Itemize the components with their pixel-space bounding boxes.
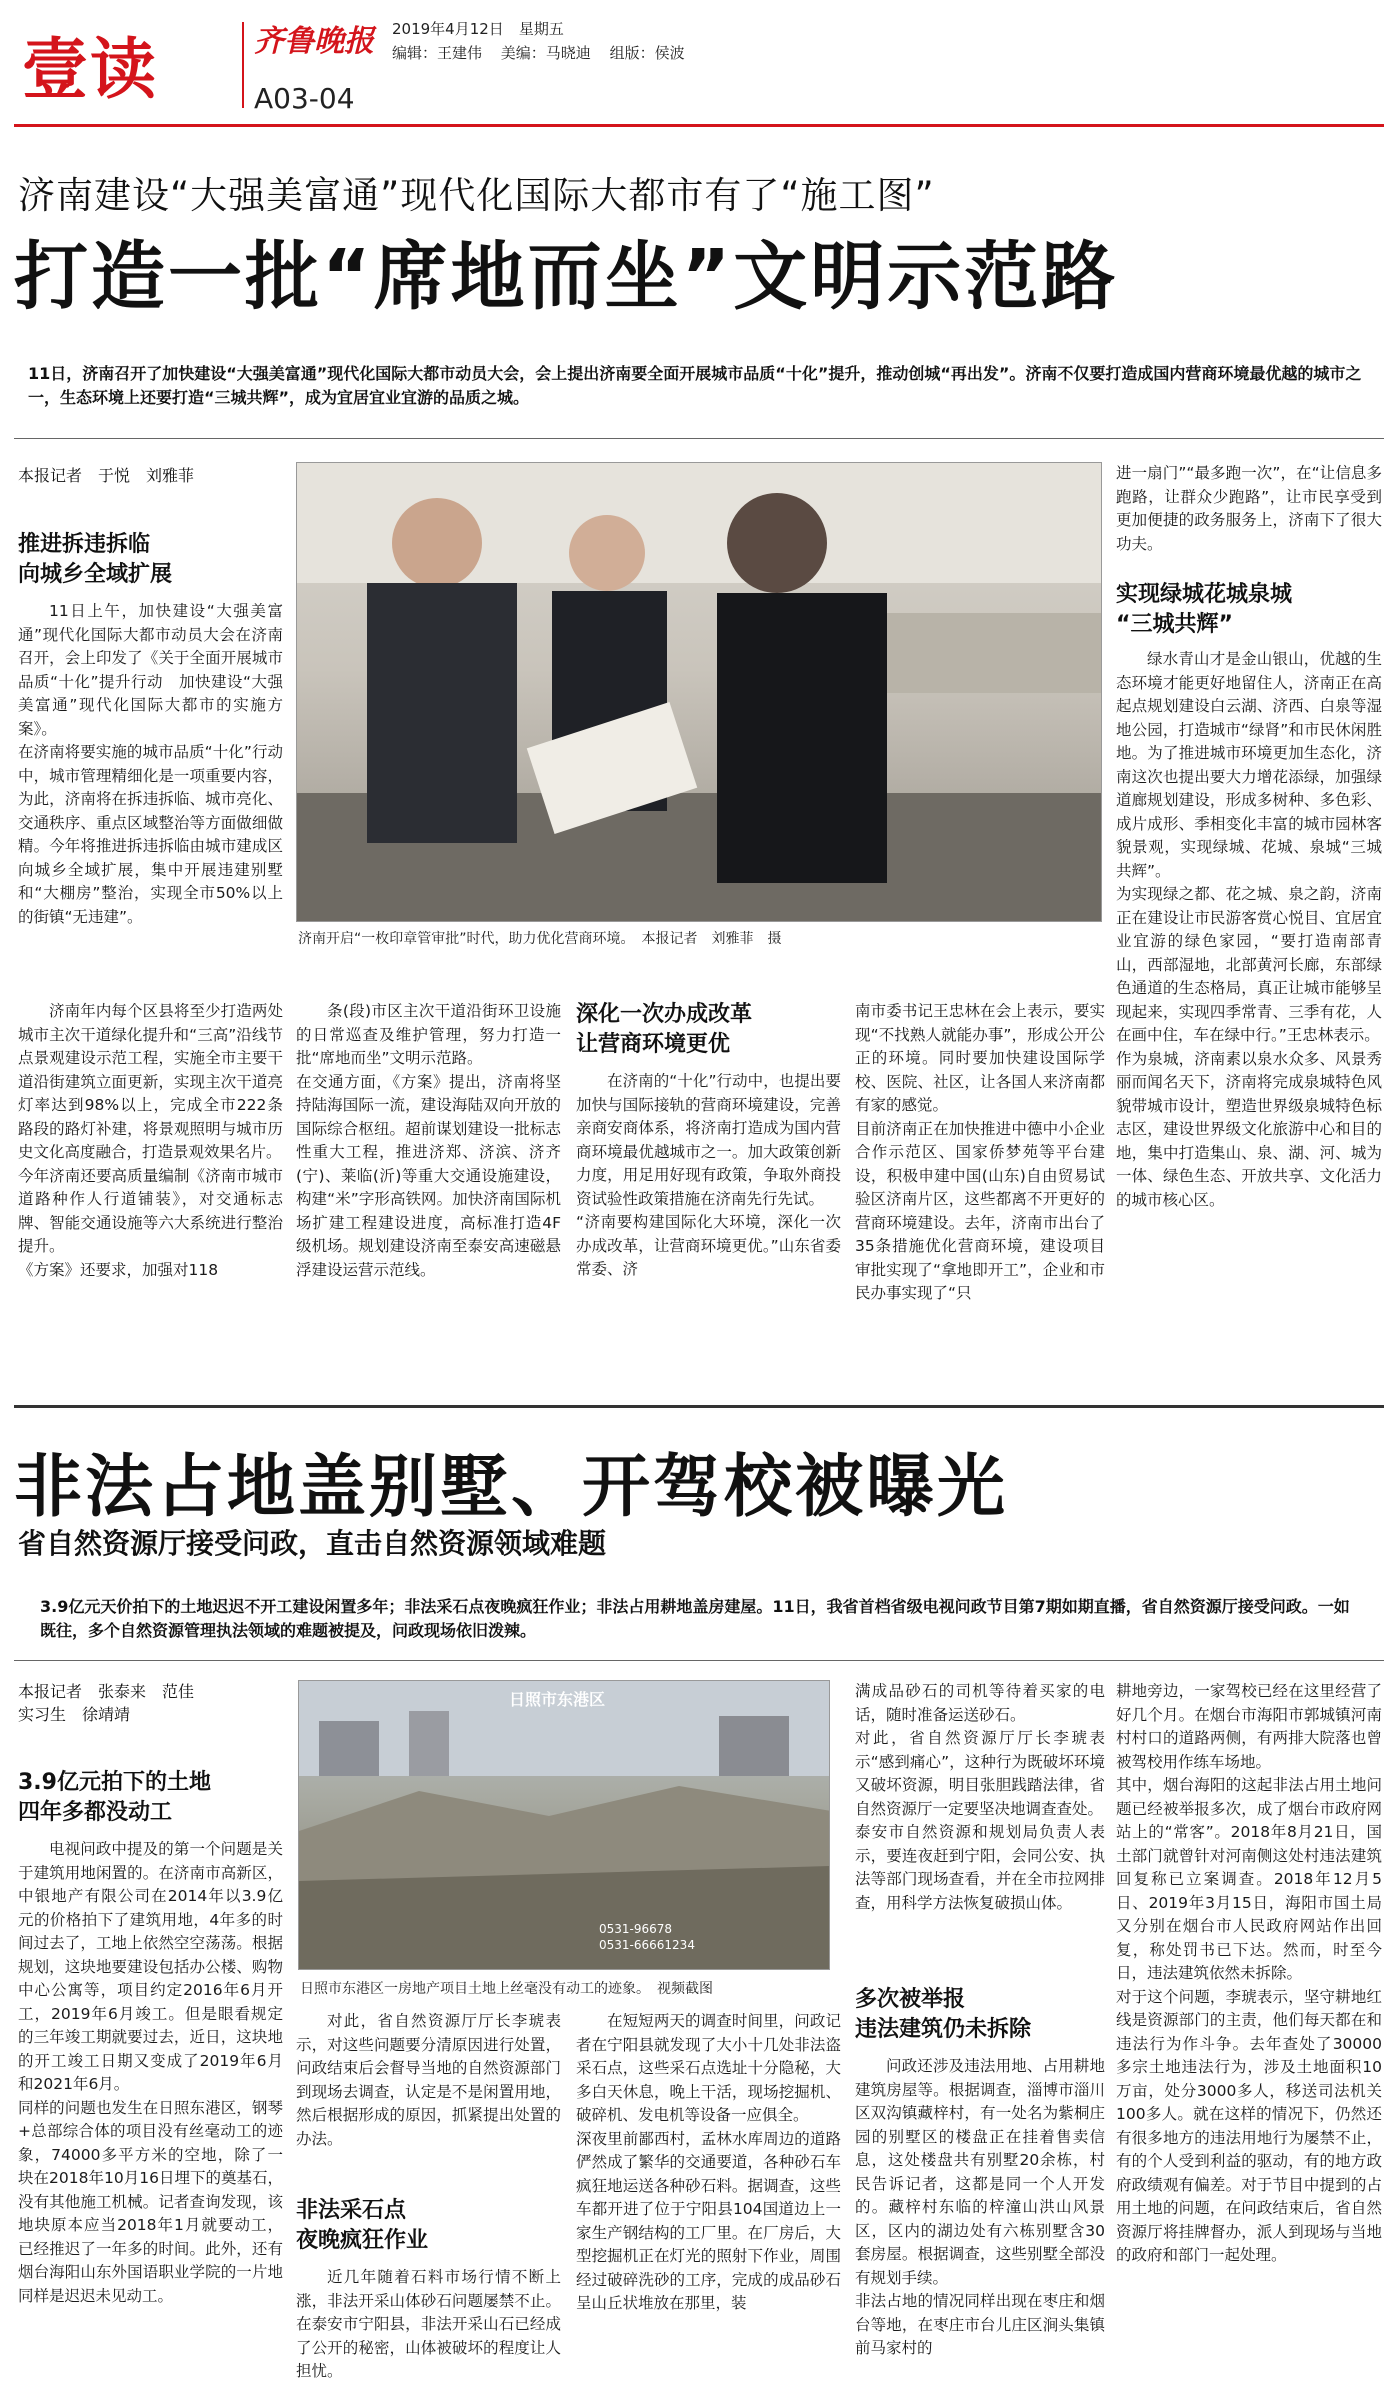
story2-column-1: 电视问政中提及的第一个问题是关于建筑用地闲置的。在济南市高新区，中银地产有限公司在2014年以3.9亿元的价格拍下了建筑用地，4年多的时间过去了，工地上依然空空荡荡。根据规划，这块地要建设包括办公楼、购物中心公寓等，项目约定2016年6月开工，2019年6月竣工。但是眼看规定的三年竣工期就要过去，近日，这块地的开工竣工日期又变成了2019年6月和2021年6月。 同样的问题也发生在日照东港区，钢琴+总部综合体的项目没有丝毫动工的迹象，74000多平方米的空地，除了一块在2018年10月16日埋下的奠基石，没有其他施工机械。记者查询发现，该地块原本应当2018年1月就要动工，已经推迟了一年多的时间。此外，还有烟台海阳山东外国语职业学院的一片地同样是迟迟未见动工。: [18, 1840, 283, 2305]
service-counter-illustration: [297, 463, 1102, 922]
story2-lead: 3.9亿元天价拍下的土地迟迟不开工建设闲置多年；非法采石点夜晚疯狂作业；非法占用耕地盖房建屋。11日，我省首档省级电视问政节目第7期如期直播，省自然资源厅接受问政。一如既往，多个自然资源管理执法领域的难题被提及，问政现场依旧泼辣。: [40, 1597, 1350, 1640]
designer-credit: 美编：马晓迪: [500, 44, 591, 62]
story2-subhead-2: 非法采石点 夜晚疯狂作业: [296, 2198, 429, 2253]
story2-column-3: 在短短两天的调查时间里，问政记者在宁阳县就发现了大小十几处非法盗采石点，这些采石点选址十分隐秘，大多白天休息，晚上干活，现场挖掘机、破碎机、发电机等设备一应俱全。 深夜里前鄙西村，孟林水库周边的道路俨然成了繁华的交通要道，各种砂石车疯狂地运送各种砂石料。据调查，这些车都开进了位于宁阳县104国道边上一家生产钢结构的工厂里。在厂房后，大型挖掘机正在灯光的照射下作业，周围经过破碎洗砂的工序，完成的成品砂石呈山丘状堆放在那里，装: [576, 2012, 841, 2312]
issue-weekday: 星期五: [518, 20, 564, 38]
date-line: [392, 18, 564, 39]
story2-kicker: 省自然资源厅接受问政，直击自然资源领域难题: [18, 1527, 607, 1560]
story1-kicker: 济南建设“大强美富通”现代化国际大都市有了“施工图”: [18, 174, 935, 217]
story2-photo-caption: 日照市东港区一房地产项目土地上丝毫没有动工的迹象。 视频截图: [300, 1981, 713, 1997]
story1-column-2: 条(段)市区主次干道沿街环卫设施的日常巡查及维护管理，努力打造一批“席地而坐”文明示范路。 在交通方面，《方案》提出，济南将坚持陆海国际一流，建设海陆双向开放的国际综合枢纽。超前谋划建设一批标志性重大工程，推进济郑、济滨、济齐(宁)、莱临(沂)等重大交通设施建设，构建“米”字形高铁网。加快济南国际机场扩建工程建设进度，高标准打造4F级机场。规划建设济南至泰安高速磁悬浮建设运营示范线。: [296, 1002, 561, 1279]
story1-column-1b: 济南年内每个区县将至少打造两处城市主次干道绿化提升和“三高”沿线节点景观建设示范工程，实施全市主要干道沿街建筑立面更新，实现主次干道亮灯率达到98%以上，完成全市222条路段的路灯补建，将景观照明与城市历史文化高度融合，打造景观效果名片。 今年济南还要高质量编制《济南市城市道路种作人行道铺装》，对交通标志牌、智能交通设施等六大系统进行整治提升。 《方案》还要求，加强对118: [18, 1002, 283, 1279]
story1-column-5b: 绿水青山才是金山银山，优越的生态环境才能更好地留住人，济南正在高起点规划建设白云湖、济西、白泉等湿地公园，打造城市“绿肾”和市民休闲胜地。为了推进城市环境更加生态化，济南这次也提出要大力增花添绿，加强绿道廊规划建设，形成多树种、多色彩、成片成形、季相变化丰富的城市园林客貌景观，实现绿城、花城、泉城“三城共辉”。 为实现绿之都、花之城、泉之韵，济南正在建设让市民游客赏心悦目、宜居宜业宜游的绿色家园，“要打造南部青山，西部湿地，北部黄河长廊，东部绿色通道的生态格局，真正让城市能够呈现起来，实现四季常青、三季有花，人在画中住，车在绿中行。”王忠林表示。 作为泉城，济南素以泉水众多、风景秀丽而闻名天下，济南将完成泉城特色风貌带城市设计，塑造世界级泉城特色标志区，建设世界级文化旅游中心和目的地，集中打造集山、泉、湖、河、城为一体、绿色生态、开放共享、文化活力的城市核心区。: [1116, 650, 1382, 1209]
story2-column-4b: 问政还涉及违法用地、占用耕地建筑房屋等。根据调查，淄博市淄川区双沟镇藏梓村，有一处名为紫桐庄园的别墅区的楼盘正在挂着售卖信息，这处楼盘共有别墅20余栋，村民告诉记者，这都是同一个人开发的。藏梓村东临的梓潼山洪山风景区，区内的湖边处有六栋别墅含30套房屋。根据调查，这些别墅全部没有规划手续。 非法占地的情况同样出现在枣庄和烟台等地，在枣庄市台儿庄区涧头集镇前马家村的: [855, 2057, 1105, 2357]
story1-lead: 11日，济南召开了加快建设“大强美富通”现代化国际大都市动员大会，会上提出济南要全面开展城市品质“十化”提升，推动创城“再出发”。济南不仅要打造成国内营商环境最优越的城市之一，生态环境上还要打造“三城共辉”，成为宜居宜业宜游的品质之城。: [28, 364, 1362, 407]
story2-column-2b: 近几年随着石料市场行情不断上涨，非法开采山体砂石问题屡禁不止。在泰安市宁阳县，非法开采山石已经成了公开的秘密，山体被破坏的程度让人担忧。: [296, 2268, 561, 2380]
photo-location-label: 日照市东港区: [509, 1690, 606, 1709]
story2-column-5: 耕地旁边，一家驾校已经在这里经营了好几个月。在烟台市海阳市郭城镇河南村村口的道路两侧，有两排大院落也曾被驾校用作练车场地。 其中，烟台海阳的这起非法占用土地问题已经被举报多次，成了烟台市政府网站上的“常客”。2018年8月21日，国土部门就曾针对河南侧这处村违法建筑回复称已立案调查。2018年12月5日、2019年3月15日，海阳市国土局又分别在烟台市人民政府网站作出回复，称处罚书已下达。然而，时至今日，违法建筑依然未拆除。 对于这个问题，李琥表示，坚守耕地红线是资源部门的主责，他们每天都在和违法行为作斗争。去年查处了30000多宗土地违法行为，涉及土地面积10万亩，处分3000多人，移送司法机关100多人。就在这样的情况下，仍然还有很多地方的违法用地行为屡禁不止，有的个人受到利益的驱动，有的地方政府政绩观有偏差。对于节目中提到的占用土地的问题，在问政结束后，省自然资源厅将挂牌督办，派人到现场与当地的政府和部门一起处理。: [1116, 1682, 1382, 2264]
masthead-divider: [242, 22, 244, 108]
story1-column-5a: 进一扇门”“最多跑一次”，在“让信息多跑路，让群众少跑路”，让市民享受到更加便捷的政务服务上，济南下了很大功夫。: [1116, 464, 1382, 553]
story1-column-4: 南市委书记王忠林在会上表示，要实现“不找熟人就能办事”，形成公开公正的环境。同时要加快建设国际学校、医院、社区，让各国人来济南都有家的感觉。 目前济南正在加快推进中德中小企业合作示范区、国家侨梦苑等平台建设，积极申建中国(山东)自由贸易试验区济南片区，这些都离不开更好的营商环境建设。去年，济南市出台了35条措施优化营商环境，建设项目审批实现了“拿地即开工”，企业和市民办事实现了“只: [855, 1002, 1105, 1302]
staff-credits: [392, 42, 699, 63]
story1-byline: 本报记者 于悦 刘雅菲: [18, 466, 195, 485]
story2-column-2a: 对此，省自然资源厅厅长李琥表示，对这些问题要分清原因进行处置，问政结束后会督导当地的自然资源部门到现场去调查，认定是不是闲置用地，然后根据形成的原因，抓紧提出处置的办法。: [296, 2012, 561, 2148]
story2-headline: 非法占地盖别墅、开驾校被曝光: [14, 1448, 1009, 1527]
masthead: [14, 0, 1384, 122]
page-code: A03-04: [254, 82, 355, 115]
issue-date: 2019年4月12日: [392, 20, 504, 38]
story2-photo: [298, 1680, 830, 1970]
story1-column-3: 在济南的“十化”行动中，也提出要加快与国际接轨的营商环境建设，完善亲商安商体系，将济南打造成为国内营商环境最优越城市之一。加大政策创新力度，用足用好现有政策，争取外商投资试验性政策措施在济南先行先试。 “济南要构建国际化大环境，深化一次办成改革，让营商环境更优。”山东省委常委、济: [576, 1072, 841, 1278]
story2-lead-rule: [14, 1660, 1384, 1661]
story1-headline: 打造一批“席地而坐”文明示范路: [14, 234, 1119, 320]
story2-column-4a: 满成品砂石的司机等待着买家的电话，随时准备运送砂石。 对此，省自然资源厅厅长李琥表示“感到痛心”，这种行为既破坏环境又破坏资源，明目张胆践踏法律，省自然资源厅一定要坚决地调查查处。 泰安市自然资源和规划局负责人表示，要连夜赶到宁阳，会同公安、执法等部门现场查看，并在全市拉网排查，用科学方法恢复破损山体。: [855, 1682, 1105, 1912]
masthead-rule: [14, 124, 1384, 127]
story1-column-1a: 11日上午，加快建设“大强美富通”现代化国际大都市动员大会在济南召开，会上印发了《关于全面开展城市品质“十化”提升行动 加快建设“大强美富通”现代化国际大都市的实施方案》。 在济南将要实施的城市品质“十化”行动中，城市管理精细化是一项重要内容，为此，济南将在拆违拆临、城市亮化、交通秩序、重点区域整治等方面做细做精。今年将推进拆违拆临由城市建成区向城乡全域扩展，集中开展违建别墅和“大棚房”整治，实现全市50%以上的街镇“无违建”。: [18, 602, 283, 926]
story1-lead-rule: [14, 438, 1384, 439]
story2-subhead-3: 多次被举报 违法建筑仍未拆除: [855, 1987, 1032, 2042]
story1-photo: [296, 462, 1102, 922]
construction-site-illustration: [299, 1681, 830, 1970]
story1-subhead-3: 实现绿城花城泉城 “三城共辉”: [1116, 582, 1293, 637]
story1-photo-caption: 济南开启“一枚印章管审批”时代，助力优化营商环境。 本报记者 刘雅菲 摄: [298, 931, 782, 947]
story1-subhead-2: 深化一次办成改革 让营商环境更优: [576, 1002, 753, 1057]
story-divider: [14, 1405, 1384, 1408]
story1-subhead-1: 推进拆违拆临 向城乡全域扩展: [18, 532, 173, 587]
story2-subhead-1: 3.9亿元拍下的土地 四年多都没动工: [18, 1770, 211, 1825]
section-title: 壹读: [22, 31, 158, 108]
editor-credit: 编辑：王建伟: [392, 44, 483, 62]
proofreader-credit: 组版：侯波: [609, 44, 685, 62]
photo-hotline: 0531-96678 0531-66661234: [599, 1922, 695, 1952]
story2-byline: 本报记者 张泰来 范佳 实习生 徐靖靖: [18, 1682, 195, 1724]
paper-logo: 齐鲁晚报: [254, 24, 374, 59]
